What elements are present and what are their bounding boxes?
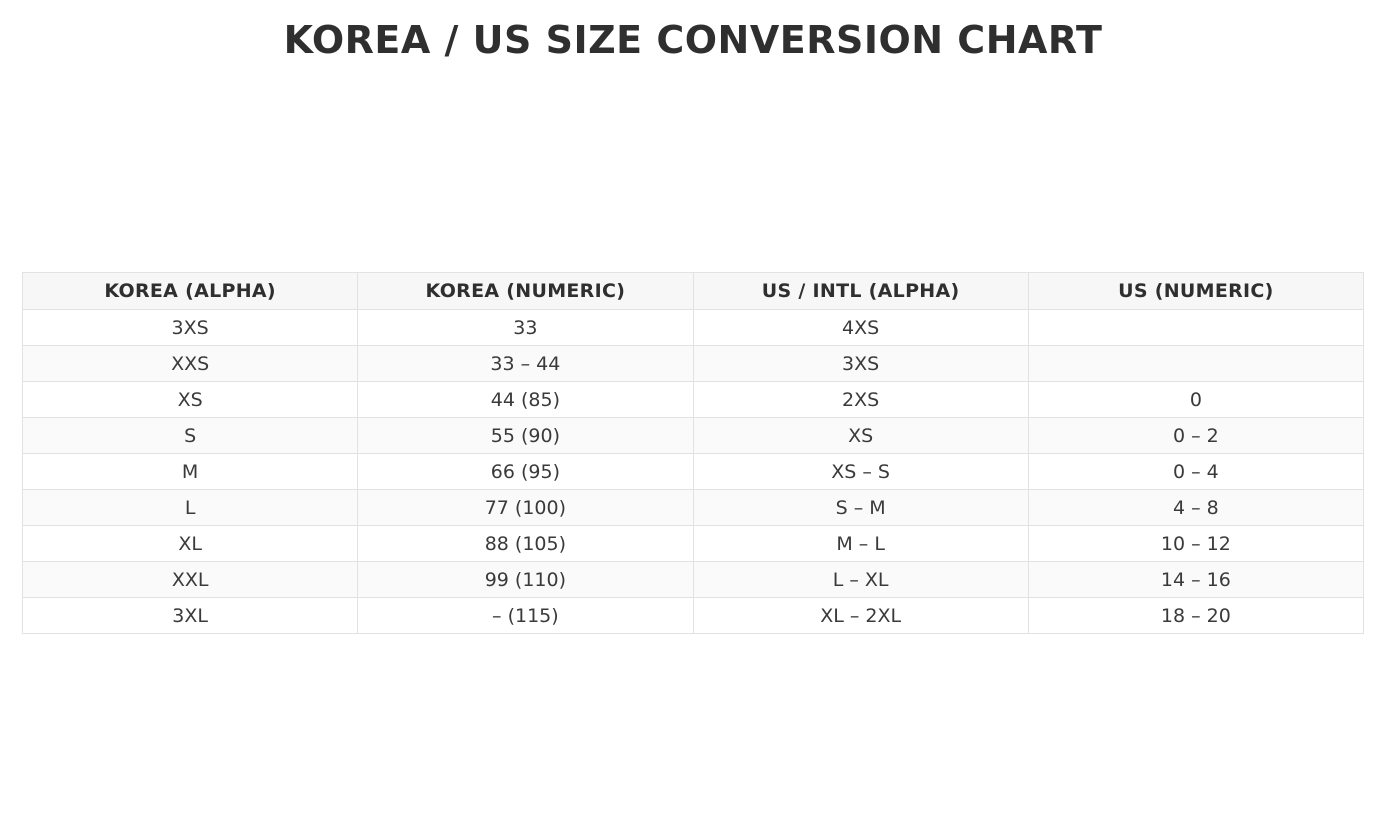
cell-us-numeric: 18 – 20 [1028, 598, 1363, 634]
table-header [23, 273, 1364, 310]
cell-korea-alpha: XL [23, 526, 358, 562]
cell-us-intl-alpha: 2XS [693, 382, 1028, 418]
column-header-korea-numeric: KOREA (NUMERIC) [358, 273, 693, 310]
cell-korea-numeric: 66 (95) [358, 454, 693, 490]
cell-korea-numeric: 33 [358, 310, 693, 346]
cell-us-numeric: 0 – 4 [1028, 454, 1363, 490]
cell-korea-alpha: M [23, 454, 358, 490]
table-row [23, 598, 1364, 634]
table-header-row [23, 273, 1364, 310]
cell-us-intl-alpha: S – M [693, 490, 1028, 526]
cell-korea-alpha: 3XS [23, 310, 358, 346]
cell-korea-alpha: S [23, 418, 358, 454]
cell-us-numeric: 0 – 2 [1028, 418, 1363, 454]
table-row [23, 562, 1364, 598]
cell-us-intl-alpha: 4XS [693, 310, 1028, 346]
cell-korea-alpha: XS [23, 382, 358, 418]
size-conversion-table-container [22, 272, 1364, 634]
table-row [23, 310, 1364, 346]
cell-korea-numeric: 77 (100) [358, 490, 693, 526]
table-body [23, 310, 1364, 634]
cell-korea-numeric: – (115) [358, 598, 693, 634]
table-row [23, 346, 1364, 382]
cell-korea-numeric: 33 – 44 [358, 346, 693, 382]
cell-korea-alpha: 3XL [23, 598, 358, 634]
cell-us-intl-alpha: 3XS [693, 346, 1028, 382]
table-row [23, 418, 1364, 454]
cell-us-intl-alpha: L – XL [693, 562, 1028, 598]
cell-us-intl-alpha: XS – S [693, 454, 1028, 490]
cell-us-numeric: 10 – 12 [1028, 526, 1363, 562]
cell-us-intl-alpha: XS [693, 418, 1028, 454]
cell-us-numeric: 4 – 8 [1028, 490, 1363, 526]
cell-us-numeric: 0 [1028, 382, 1363, 418]
table-row [23, 490, 1364, 526]
cell-us-numeric: 14 – 16 [1028, 562, 1363, 598]
column-header-korea-alpha: KOREA (ALPHA) [23, 273, 358, 310]
cell-us-intl-alpha: XL – 2XL [693, 598, 1028, 634]
table-row [23, 454, 1364, 490]
column-header-us-intl-alpha: US / INTL (ALPHA) [693, 273, 1028, 310]
cell-us-intl-alpha: M – L [693, 526, 1028, 562]
column-header-us-numeric: US (NUMERIC) [1028, 273, 1363, 310]
cell-us-numeric [1028, 346, 1363, 382]
cell-korea-alpha: L [23, 490, 358, 526]
page-title: KOREA / US SIZE CONVERSION CHART [283, 18, 1103, 62]
cell-korea-numeric: 99 (110) [358, 562, 693, 598]
cell-korea-numeric: 88 (105) [358, 526, 693, 562]
cell-korea-numeric: 55 (90) [358, 418, 693, 454]
cell-korea-alpha: XXL [23, 562, 358, 598]
cell-us-numeric [1028, 310, 1363, 346]
cell-korea-alpha: XXS [23, 346, 358, 382]
size-conversion-table [22, 272, 1364, 634]
cell-korea-numeric: 44 (85) [358, 382, 693, 418]
table-row [23, 526, 1364, 562]
table-row [23, 382, 1364, 418]
